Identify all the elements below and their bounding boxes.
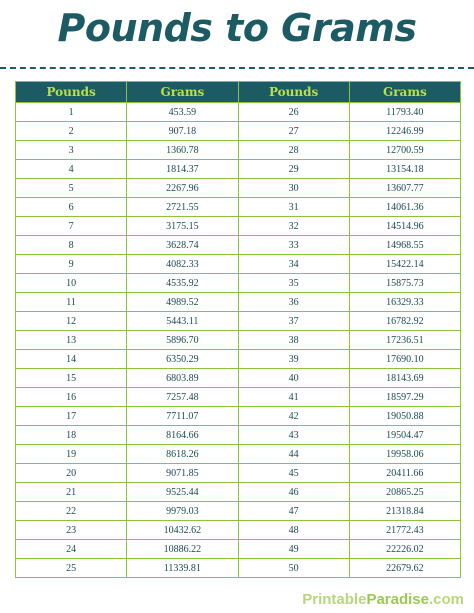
pounds-cell: 35: [238, 274, 349, 293]
brand-printable: Printable: [302, 591, 367, 608]
pounds-cell: 29: [238, 160, 349, 179]
grams-cell: 19050.88: [349, 407, 460, 426]
pounds-cell: 13: [16, 331, 127, 350]
pounds-cell: 42: [238, 407, 349, 426]
grams-cell: 18597.29: [349, 388, 460, 407]
grams-cell: 14968.55: [349, 236, 460, 255]
pounds-cell: 7: [16, 217, 127, 236]
pounds-cell: 18: [16, 426, 127, 445]
table-row: [16, 388, 461, 407]
table-row: [16, 217, 461, 236]
pounds-cell: 26: [238, 103, 349, 122]
grams-cell: 9979.03: [127, 502, 238, 521]
grams-cell: 12246.99: [349, 122, 460, 141]
table-row: [16, 274, 461, 293]
pounds-cell: 9: [16, 255, 127, 274]
grams-cell: 7711.07: [127, 407, 238, 426]
pounds-cell: 37: [238, 312, 349, 331]
pounds-cell: 19: [16, 445, 127, 464]
table-row: [16, 464, 461, 483]
table-row: [16, 293, 461, 312]
grams-cell: 6803.89: [127, 369, 238, 388]
table-row: [16, 331, 461, 350]
table-row: [16, 369, 461, 388]
pounds-cell: 12: [16, 312, 127, 331]
pounds-cell: 32: [238, 217, 349, 236]
header-grams-1: Grams: [127, 82, 238, 103]
grams-cell: 4989.52: [127, 293, 238, 312]
pounds-cell: 16: [16, 388, 127, 407]
pounds-cell: 10: [16, 274, 127, 293]
pounds-cell: 33: [238, 236, 349, 255]
pounds-cell: 20: [16, 464, 127, 483]
table-row: [16, 426, 461, 445]
pounds-cell: 36: [238, 293, 349, 312]
pounds-cell: 5: [16, 179, 127, 198]
table-row: [16, 198, 461, 217]
pounds-cell: 21: [16, 483, 127, 502]
pounds-cell: 48: [238, 521, 349, 540]
grams-cell: 9525.44: [127, 483, 238, 502]
pounds-cell: 1: [16, 103, 127, 122]
table-header-row: [16, 82, 461, 103]
pounds-cell: 24: [16, 540, 127, 559]
pounds-cell: 6: [16, 198, 127, 217]
grams-cell: 453.59: [127, 103, 238, 122]
pounds-cell: 27: [238, 122, 349, 141]
pounds-cell: 17: [16, 407, 127, 426]
pounds-cell: 28: [238, 141, 349, 160]
dashed-divider: [0, 67, 474, 69]
grams-cell: 1360.78: [127, 141, 238, 160]
grams-cell: 15875.73: [349, 274, 460, 293]
table-row: [16, 407, 461, 426]
grams-cell: 17690.10: [349, 350, 460, 369]
pounds-cell: 3: [16, 141, 127, 160]
pounds-cell: 11: [16, 293, 127, 312]
pounds-cell: 49: [238, 540, 349, 559]
grams-cell: 5896.70: [127, 331, 238, 350]
grams-cell: 15422.14: [349, 255, 460, 274]
grams-cell: 9071.85: [127, 464, 238, 483]
grams-cell: 18143.69: [349, 369, 460, 388]
table-row: [16, 103, 461, 122]
pounds-cell: 39: [238, 350, 349, 369]
table-row: [16, 559, 461, 578]
pounds-cell: 8: [16, 236, 127, 255]
grams-cell: 2267.96: [127, 179, 238, 198]
pounds-cell: 4: [16, 160, 127, 179]
grams-cell: 8164.66: [127, 426, 238, 445]
table-row: [16, 312, 461, 331]
grams-cell: 22226.02: [349, 540, 460, 559]
grams-cell: 21318.84: [349, 502, 460, 521]
grams-cell: 13607.77: [349, 179, 460, 198]
pounds-cell: 46: [238, 483, 349, 502]
grams-cell: 22679.62: [349, 559, 460, 578]
grams-cell: 14061.36: [349, 198, 460, 217]
grams-cell: 17236.51: [349, 331, 460, 350]
grams-cell: 11793.40: [349, 103, 460, 122]
table-row: [16, 521, 461, 540]
pounds-cell: 47: [238, 502, 349, 521]
header-pounds-1: Pounds: [16, 82, 127, 103]
grams-cell: 10432.62: [127, 521, 238, 540]
table-row: [16, 179, 461, 198]
grams-cell: 5443.11: [127, 312, 238, 331]
grams-cell: 16782.92: [349, 312, 460, 331]
grams-cell: 12700.59: [349, 141, 460, 160]
grams-cell: 6350.29: [127, 350, 238, 369]
pounds-cell: 14: [16, 350, 127, 369]
pounds-cell: 23: [16, 521, 127, 540]
table-row: [16, 141, 461, 160]
table-body: [16, 103, 461, 578]
grams-cell: 3175.15: [127, 217, 238, 236]
grams-cell: 16329.33: [349, 293, 460, 312]
pounds-cell: 2: [16, 122, 127, 141]
grams-cell: 4535.92: [127, 274, 238, 293]
grams-cell: 20411.66: [349, 464, 460, 483]
brand-paradise: Paradise: [366, 591, 429, 608]
grams-cell: 11339.81: [127, 559, 238, 578]
grams-cell: 8618.26: [127, 445, 238, 464]
conversion-table: [15, 81, 461, 578]
pounds-cell: 25: [16, 559, 127, 578]
page-title: Pounds to Grams: [57, 6, 417, 50]
grams-cell: 21772.43: [349, 521, 460, 540]
brand-footer: [302, 591, 464, 608]
brand-suffix: .com: [428, 591, 464, 608]
pounds-cell: 30: [238, 179, 349, 198]
pounds-cell: 45: [238, 464, 349, 483]
table-row: [16, 445, 461, 464]
grams-cell: 3628.74: [127, 236, 238, 255]
table-row: [16, 122, 461, 141]
pounds-cell: 38: [238, 331, 349, 350]
grams-cell: 19504.47: [349, 426, 460, 445]
pounds-cell: 50: [238, 559, 349, 578]
header-grams-2: Grams: [349, 82, 460, 103]
grams-cell: 907.18: [127, 122, 238, 141]
grams-cell: 19958.06: [349, 445, 460, 464]
table-row: [16, 160, 461, 179]
pounds-cell: 22: [16, 502, 127, 521]
pounds-cell: 41: [238, 388, 349, 407]
grams-cell: 4082.33: [127, 255, 238, 274]
grams-cell: 7257.48: [127, 388, 238, 407]
pounds-cell: 40: [238, 369, 349, 388]
grams-cell: 13154.18: [349, 160, 460, 179]
grams-cell: 14514.96: [349, 217, 460, 236]
table-row: [16, 236, 461, 255]
pounds-cell: 43: [238, 426, 349, 445]
pounds-cell: 31: [238, 198, 349, 217]
grams-cell: 2721.55: [127, 198, 238, 217]
grams-cell: 1814.37: [127, 160, 238, 179]
table-row: [16, 502, 461, 521]
pounds-cell: 15: [16, 369, 127, 388]
pounds-cell: 34: [238, 255, 349, 274]
pounds-cell: 44: [238, 445, 349, 464]
grams-cell: 10886.22: [127, 540, 238, 559]
header-pounds-2: Pounds: [238, 82, 349, 103]
grams-cell: 20865.25: [349, 483, 460, 502]
table-row: [16, 483, 461, 502]
table-row: [16, 255, 461, 274]
table-row: [16, 540, 461, 559]
table-row: [16, 350, 461, 369]
